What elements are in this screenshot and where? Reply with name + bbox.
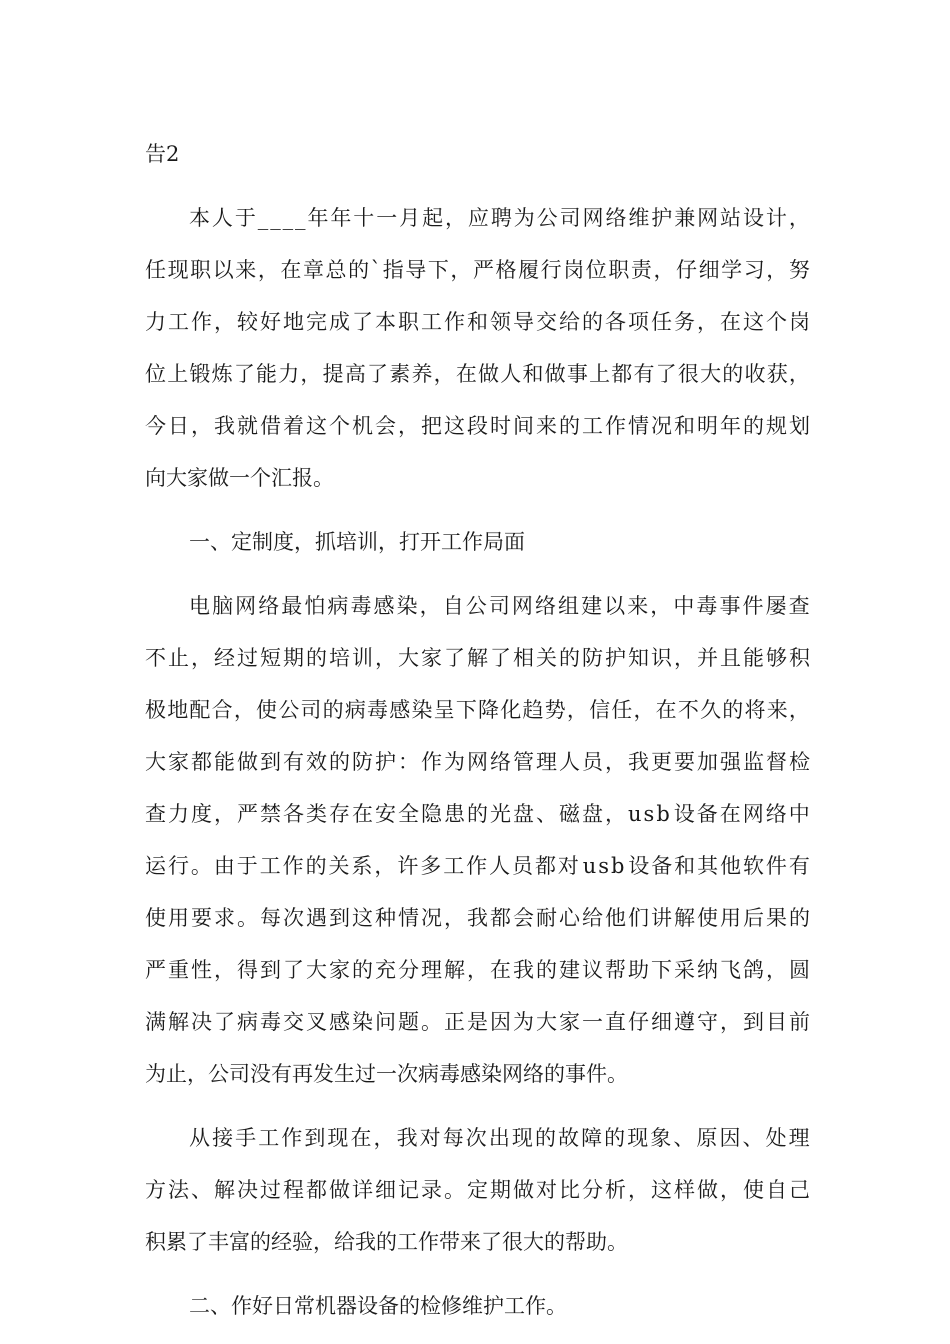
text-line: 本 人 于 _ _ _ _ 年 年 十 一 月 起 ， 应 聘 为 公 司 网 络 维 护 兼 网 站 设 计 ， — [189, 206, 810, 230]
paragraph-gap — [145, 568, 810, 580]
text-line: 严 重 性 ， 得 到 了 大 家 的 充 分 理 解 ， 在 我 的 建 议 帮 助 下 采 纳 飞 鸽 ， 圆 — [145, 958, 810, 982]
paragraph-gap — [145, 1268, 810, 1280]
text-line: 极 地 配 合 ， 使 公 司 的 病 毒 感 染 呈 下 降 化 趋 势 ， 信 任 ， 在 不 久 的 将 来 ， — [145, 698, 810, 722]
text-line: 二、作好日常机器设备的检修维护工作。 — [189, 1294, 567, 1318]
paragraph-gap — [145, 180, 810, 192]
text-line: 力 工 作 ， 较 好 地 完 成 了 本 职 工 作 和 领 导 交 给 的 各 项 任 务 ， 在 这 个 岗 — [145, 310, 810, 334]
text-line: 今 日 ， 我 就 借 着 这 个 机 会 ， 把 这 段 时 间 来 的 工 作 情 况 和 明 年 的 规 划 — [145, 414, 810, 438]
text-line: 运 行 。 由 于 工 作 的 关 系 ， 许 多 工 作 人 员 都 对 u s b 设 备 和 其 他 软 件 有 — [145, 854, 810, 878]
paragraph-gap — [145, 504, 810, 516]
text-line: 为止，公司没有再发生过一次病毒感染网络的事件。 — [145, 1062, 628, 1086]
text-line: 任 现 职 以 来 ， 在 章 总 的 ` 指 导 下 ， 严 格 履 行 岗 位 职 责 ， 仔 细 学 习 ， 努 — [145, 258, 810, 282]
text-line: 满 解 决 了 病 毒 交 叉 感 染 问 题 。 正 是 因 为 大 家 一 直 仔 细 遵 守 ， 到 目 前 — [145, 1010, 810, 1034]
text-line: 方 法 、 解 决 过 程 都 做 详 细 记 录 。 定 期 做 对 比 分 析 ， 这 样 做 ， 使 自 己 — [145, 1178, 810, 1202]
text-line: 从 接 手 工 作 到 现 在 ， 我 对 每 次 出 现 的 故 障 的 现 象 、 原 因 、 处 理 — [189, 1126, 810, 1150]
text-line: 告2 — [145, 142, 180, 166]
text-line: 位 上 锻 炼 了 能 力 ， 提 高 了 素 养 ， 在 做 人 和 做 事 上 都 有 了 很 大 的 收 获 ， — [145, 362, 810, 386]
document-body — [145, 128, 810, 1332]
text-line: 电 脑 网 络 最 怕 病 毒 感 染 ， 自 公 司 网 络 组 建 以 来 ， 中 毒 事 件 屡 查 — [189, 594, 810, 618]
text-line: 不 止 ， 经 过 短 期 的 培 训 ， 大 家 了 解 了 相 关 的 防 护 知 识 ， 并 且 能 够 积 — [145, 646, 810, 670]
text-line: 使 用 要 求 。 每 次 遇 到 这 种 情 况 ， 我 都 会 耐 心 给 他 们 讲 解 使 用 后 果 的 — [145, 906, 810, 930]
text-line: 向大家做一个汇报。 — [145, 466, 334, 490]
text-line: 一、定制度，抓培训，打开工作局面 — [189, 530, 525, 554]
paragraph-gap — [145, 1100, 810, 1112]
text-line: 积累了丰富的经验，给我的工作带来了很大的帮助。 — [145, 1230, 628, 1254]
text-line: 查 力 度 ， 严 禁 各 类 存 在 安 全 隐 患 的 光 盘 、 磁 盘 ， u s b 设 备 在 网 络 中 — [145, 802, 810, 826]
text-line: 大 家 都 能 做 到 有 效 的 防 护 ： 作 为 网 络 管 理 人 员 ， 我 更 要 加 强 监 督 检 — [145, 750, 810, 774]
